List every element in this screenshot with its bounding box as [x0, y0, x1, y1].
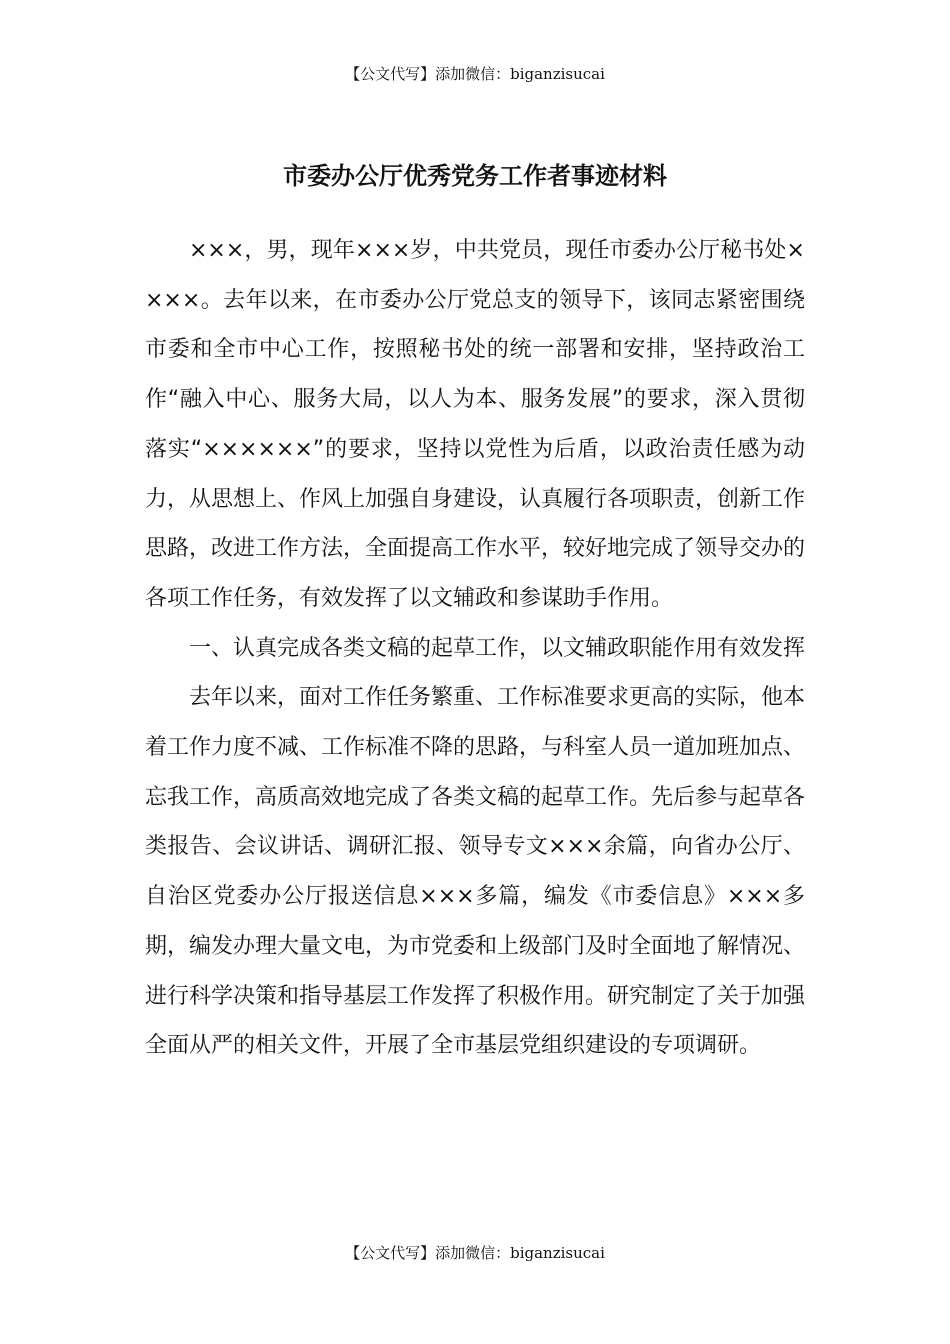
header-watermark-note: 【公文代写】添加微信：biganzisucai — [345, 65, 605, 83]
footer-watermark-note: 【公文代写】添加微信：biganzisucai — [345, 1244, 605, 1262]
intro-paragraph: ×××，男，现年×××岁，中共党员，现任市委办公厅秘书处××××。去年以来，在市委办公厅党总支的领导下，该同志紧密围绕市委和全市中心工作，按照秘书处的统一部署和安排，坚持政治工作“融入中心、服务大局，以人为本、服务发展”的要求，深入贯彻落实“××××××”的要求，坚持以党性为后盾，以政治责任感为动力，从思想上、作风上加强自身建设，认真履行各项职责，创新工作思路，改进工作方法，全面提高工作水平，较好地完成了领导交办的各项工作任务，有效发挥了以文辅政和参谋助手作用。 — [145, 238, 806, 611]
section-paragraph-1: 去年以来，面对工作任务繁重、工作标准要求更高的实际，他本着工作力度不减、工作标准不降的思路，与科室人员一道加班加点、忘我工作，高质高效地完成了各类文稿的起草工作。先后参与起草各类报告、会议讲话、调研汇报、领导专文×××余篇，向省办公厅、自治区党委办公厅报送信息×××多篇，编发《市委信息》×××多期，编发办理大量文电，为市党委和上级部门及时全面地了解情况、进行科学决策和指导基层工作发挥了积极作用。研究制定了关于加强全面从严的相关文件，开展了全市基层党组织建设的专项调研。 — [145, 685, 806, 1059]
section-heading-1: 一、认真完成各类文稿的起草工作，以文辅政职能作用有效发挥 — [189, 635, 806, 661]
document-title: 市委办公厅优秀党务工作者事迹材料 — [283, 162, 667, 190]
document-body — [145, 226, 805, 1071]
